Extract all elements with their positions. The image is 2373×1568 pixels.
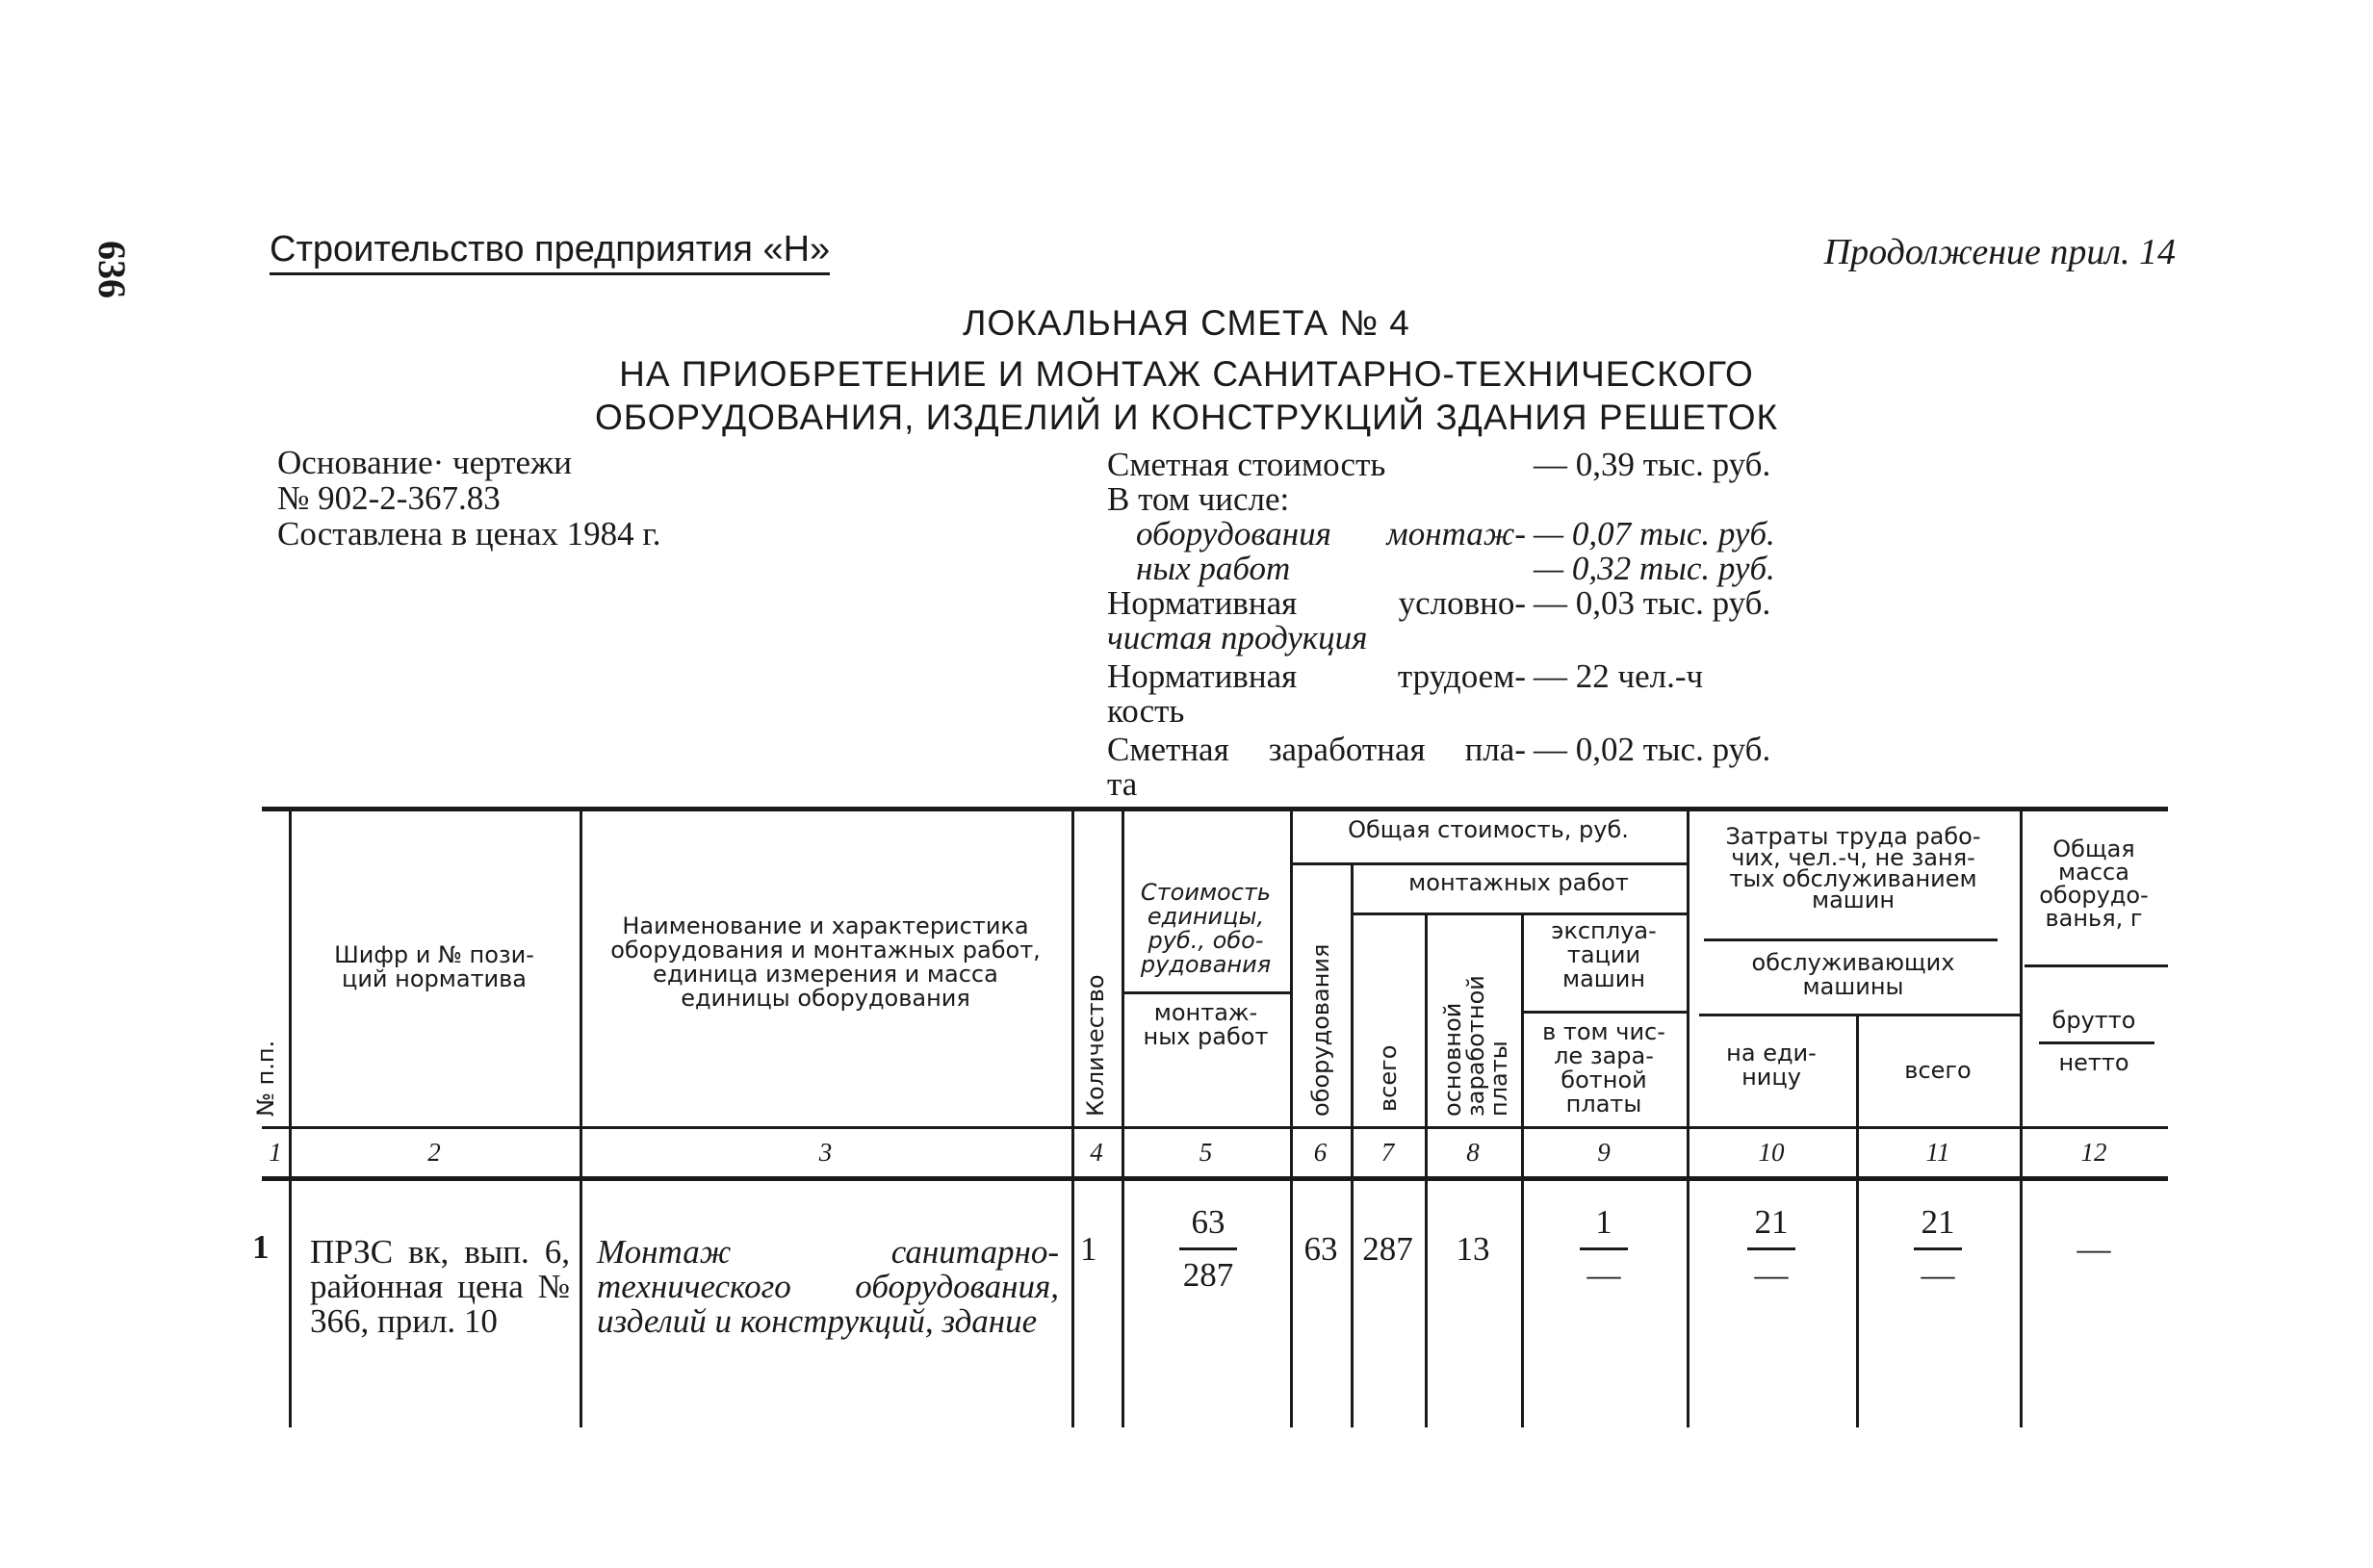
row-machine-op [1565, 1203, 1642, 1295]
col-number: 8 [1466, 1138, 1480, 1167]
header-bottom-rule [262, 1126, 2168, 1129]
header-mass: Общая масса оборудо- ванья, г [2039, 835, 2149, 932]
mass-divider [2025, 964, 2168, 967]
row-all: 287 [1362, 1230, 1413, 1268]
row-labor-all-servicing: — [1921, 1256, 1955, 1294]
costs-block [1107, 448, 1775, 802]
row-unit-cost [1170, 1203, 1247, 1295]
row-labor-all-value: 21 [1921, 1203, 1955, 1241]
row-per-unit-servicing: — [1754, 1256, 1789, 1294]
header-base-wage: основной заработной платы [1439, 975, 1512, 1117]
col-number: 1 [269, 1138, 282, 1167]
header-machine-op: эксплуа- тации машин [1551, 917, 1657, 992]
col-number: 10 [1758, 1138, 1785, 1167]
row-no: 1 [252, 1228, 270, 1266]
header-net: нетто [2058, 1049, 2129, 1076]
header-equipment: оборудования [1307, 943, 1334, 1117]
basis-line3: Составлена в ценах 1984 г. [277, 515, 661, 553]
header-install-works: монтажных работ [1408, 869, 1629, 896]
col-divider [289, 811, 292, 1427]
install-works-divider [1351, 913, 1687, 915]
col-number: 11 [1925, 1138, 1950, 1167]
document-title-line1: ЛОКАЛЬНАЯ СМЕТА № 4 [963, 303, 1410, 343]
basis-block [277, 445, 661, 552]
cost-equipment-value: — 0,07 тыс. руб. [1534, 515, 1775, 553]
col-divider [1425, 913, 1428, 1427]
header-code: Шифр и № пози- ций норматива [334, 941, 534, 992]
fraction-bar [1179, 1247, 1237, 1250]
header-per-unit: на еди- ницу [1726, 1040, 1817, 1091]
fraction-bar [1580, 1247, 1628, 1250]
header-gross: брутто [2051, 1007, 2136, 1034]
header-qty: Количество [1082, 974, 1109, 1117]
fraction-bar [1914, 1247, 1962, 1250]
col-number: 6 [1313, 1138, 1328, 1167]
cost-install-value: — 0,32 тыс. руб. [1534, 550, 1775, 587]
machine-op-divider [1521, 1011, 1687, 1014]
cost-install-label: ных работ [1136, 550, 1291, 587]
row-mass: — [2076, 1230, 2111, 1268]
row-machine-wage: — [1586, 1256, 1621, 1294]
table-top-rule [262, 807, 2168, 811]
cost-equipment-label: оборудования монтаж- [1136, 515, 1526, 553]
col-number: 2 [427, 1138, 441, 1167]
col-number: 4 [1090, 1138, 1103, 1167]
row-qty: 1 [1080, 1230, 1097, 1268]
page-number: 636 [90, 241, 134, 298]
col-divider [1071, 811, 1074, 1427]
cost-labor-value: — 22 чел.-ч [1534, 657, 1704, 695]
fraction-bar [1747, 1247, 1795, 1250]
header-total-cost: Общая стоимость, руб. [1348, 816, 1629, 843]
col-divider [1290, 811, 1293, 1427]
col-number: 9 [1597, 1138, 1611, 1167]
header-name: Наименование и характеристика оборудования и монтажных работ, единица измерения и масса единицы оборудования [610, 913, 1041, 1012]
row-equipment: 63 [1303, 1230, 1338, 1268]
header-unit-cost-install: монтаж- ных работ [1143, 999, 1269, 1050]
row-unit-cost-install: 287 [1182, 1256, 1234, 1294]
document-title-line3: ОБОРУДОВАНИЯ, ИЗДЕЛИЙ И КОНСТРУКЦИЙ ЗДАНИЯ РЕШЕТОК [594, 398, 1779, 437]
row-base-wage: 13 [1456, 1230, 1490, 1268]
col-number: 7 [1380, 1138, 1395, 1167]
header-labor: Затраты труда рабо- чих, чел.-ч, не заня- тых обслуживанием машин [1725, 823, 1981, 913]
row-code: ПРЗС вк, вып. 6, районная цена № 366, прил. 10 [310, 1233, 570, 1340]
cost-net-label1: Нормативная условно- [1107, 584, 1526, 622]
cost-wage-value: — 0,02 тыс. руб. [1534, 731, 1771, 768]
basis-line2: № 902-2-367.83 [277, 479, 501, 517]
basis-line1: Основание· чертежи [277, 444, 572, 481]
running-header-left: Строительство предприятия «Н» [270, 229, 830, 275]
header-all: всего [1375, 1044, 1402, 1112]
header-unit-cost: Стоимость единицы, руб., обо- рудования [1140, 879, 1272, 978]
total-cost-divider [1290, 862, 1687, 865]
header-servicing: обслуживающих машины [1751, 949, 1955, 1000]
col-number: 3 [818, 1138, 833, 1167]
cost-labor-label2: кость [1107, 692, 1185, 730]
cost-total-value: — 0,39 тыс. руб. [1534, 446, 1771, 483]
cost-total-label: Сметная стоимость [1107, 446, 1386, 483]
row-labor-all [1899, 1203, 1976, 1295]
row-per-unit-value: 21 [1754, 1203, 1789, 1241]
col-number-bottom-rule [262, 1176, 2168, 1181]
gross-net-divider [2039, 1041, 2154, 1044]
col-number: 5 [1199, 1138, 1213, 1167]
row-per-unit [1733, 1203, 1810, 1295]
document-title-line2: НА ПРИОБРЕТЕНИЕ И МОНТАЖ САНИТАРНО-ТЕХНИЧЕСКОГО [619, 354, 1754, 394]
labor-divider [1704, 938, 1998, 941]
cost-labor-label1: Нормативная трудоем- [1107, 657, 1526, 695]
header-labor-all: всего [1904, 1057, 1972, 1084]
row-name: Монтаж санитарно-технического оборудования, изделий и конструкций, здание [597, 1233, 1059, 1340]
cost-wage-label1: Сметная заработная пла- [1107, 731, 1526, 768]
col-number: 12 [2080, 1138, 2107, 1167]
col-divider [580, 811, 582, 1427]
servicing-divider [1699, 1014, 2020, 1016]
unit-cost-divider [1122, 991, 1290, 994]
header-row-no: № п.п. [252, 1040, 279, 1117]
cost-net-label2: чистая продукция [1107, 619, 1368, 656]
header-incl-wage: в том чис- ле зара- ботной платы [1542, 1018, 1665, 1118]
cost-wage-label2: та [1107, 765, 1138, 803]
running-header-right: Продолжение прил. 14 [1823, 232, 2176, 272]
row-machine-op-value: 1 [1595, 1203, 1612, 1241]
cost-net-value: — 0,03 тыс. руб. [1534, 584, 1771, 622]
row-unit-cost-equipment: 63 [1191, 1203, 1225, 1241]
cost-including-label: В том числе: [1107, 480, 1290, 518]
